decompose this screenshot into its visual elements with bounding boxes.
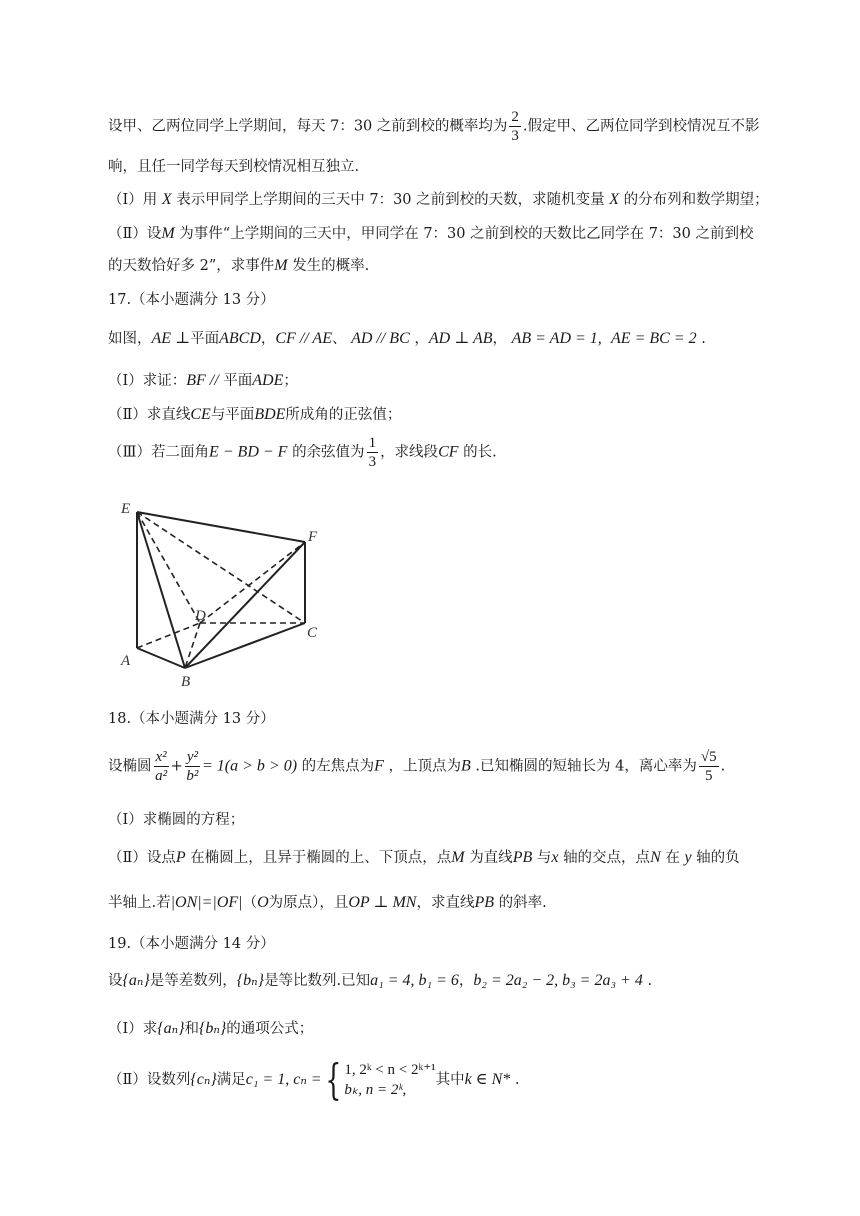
p18-line1 (108, 748, 725, 785)
math-X: X (161, 191, 172, 208)
math: {bₙ} (236, 972, 265, 989)
denominator: b² (186, 768, 199, 784)
text: ， (492, 331, 507, 347)
p18-part-i: （Ⅰ）求椭圆的方程； (108, 812, 245, 828)
text: 的长. (463, 444, 497, 461)
text: 为原点），且 (268, 895, 349, 911)
text: .假定甲、乙两位同学到校情况互不影 (522, 118, 760, 135)
text: （Ⅱ）设 (108, 226, 162, 242)
math: AB = AD = 1, (511, 330, 602, 347)
p16-part-ii-line1 (108, 224, 754, 244)
text: ； (283, 373, 298, 389)
text: 设椭圆 (108, 758, 152, 775)
p17-conditions (108, 329, 706, 349)
math: k ∈ N* (464, 1071, 511, 1088)
text: 发生的概率. (292, 258, 370, 274)
p18-heading: 18.（本小题满分 13 分） (108, 711, 275, 727)
math-F: F (374, 757, 384, 775)
fraction-root5-over-5 (699, 748, 719, 785)
p17-part-i (108, 371, 298, 391)
math: b₂ = 2a₂ − 2, b₃ = 2a₃ + 4 (473, 972, 643, 989)
math: {aₙ} (157, 1020, 185, 1037)
p16-part-ii-line2 (108, 256, 369, 276)
denominator: a² (155, 768, 168, 784)
text: ， (414, 331, 429, 347)
piecewise-cases (344, 1060, 435, 1100)
text: .已知椭圆的短轴长为 4，离心率为 (475, 758, 697, 775)
text: （Ⅰ）用 (108, 192, 158, 208)
math: a₁ = 4, b₁ = 6 (370, 972, 459, 989)
text: ， (458, 973, 474, 989)
p17-heading: 17.（本小题满分 13 分） (108, 292, 275, 308)
text: 和 (184, 1021, 200, 1037)
case-2: bₖ, n = 2ᵏ, (344, 1082, 407, 1098)
label-E: E (121, 501, 131, 517)
math-M: M (161, 225, 175, 242)
numerator: y² (186, 749, 198, 765)
text: 的天数恰好多 2”，求事件 (108, 258, 275, 274)
text: 与平面 (210, 407, 255, 423)
math: AE = BC = 2 (611, 330, 697, 347)
math: AE ⊥ (151, 330, 191, 347)
text: 所成角的正弦值； (285, 407, 402, 423)
text: 如图， (108, 331, 152, 347)
text: 为直线 (469, 850, 513, 866)
p19-heading: 19.（本小题满分 14 分） (108, 936, 275, 952)
math-N: N (650, 849, 661, 866)
text: . (647, 973, 653, 989)
math: CF (438, 443, 459, 461)
math: {aₙ} (122, 972, 150, 989)
text: （Ⅱ）设数列 (108, 1072, 191, 1088)
math: {cₙ} (190, 1071, 217, 1088)
p17-part-ii (108, 405, 401, 425)
text: 、 (331, 331, 347, 347)
text: （Ⅲ）若二面角 (108, 444, 209, 461)
text: ，上顶点为 (388, 758, 462, 775)
math-P: P (175, 849, 186, 866)
text: . (720, 758, 726, 775)
numerator: 1 (368, 435, 377, 451)
text: 平面 (190, 331, 220, 347)
label-C: C (307, 625, 318, 641)
math-M: M (274, 257, 288, 274)
case-1: 1, 2ᵏ < n < 2ᵏ⁺¹ (344, 1062, 436, 1078)
text: 平面 (223, 373, 253, 389)
label-B: B (181, 674, 191, 690)
label-A: A (121, 653, 131, 669)
text: 的余弦值为 (292, 444, 365, 461)
math: AD ⊥ AB (428, 330, 493, 347)
denominator: 3 (368, 454, 377, 470)
p18-part-ii-line1 (108, 848, 740, 868)
text: 其中 (435, 1072, 465, 1088)
math-y: y (684, 849, 692, 866)
text: 设甲、乙两位同学上学期间，每天 7：30 之前到校的概率均为 (108, 118, 508, 135)
math-PB: PB (512, 849, 533, 866)
p16-part-i (108, 190, 769, 210)
label-F: F (308, 529, 318, 545)
solid-edges (137, 512, 305, 668)
text: 轴的负 (696, 850, 740, 866)
math: BDE (254, 406, 286, 423)
fraction-y2-b2 (185, 748, 200, 785)
text: 与 (536, 850, 552, 866)
numerator: 2 (511, 109, 519, 125)
text: 是等比数列.已知 (264, 973, 371, 989)
label-D: D (195, 608, 206, 624)
math-B: B (461, 757, 471, 775)
text: 满足 (216, 1072, 246, 1088)
text: ， (260, 331, 276, 347)
math: E − BD − F (208, 443, 288, 461)
math: c₁ = 1, cₙ = (245, 1071, 322, 1088)
math-O: O (257, 894, 269, 911)
numerator: √5 (700, 749, 717, 765)
left-brace: { (324, 1055, 341, 1104)
math: BF // (186, 372, 219, 389)
text: 设 (108, 973, 123, 989)
math-M: M (451, 849, 465, 866)
geometry-figure (115, 495, 330, 690)
math: AD // BC (351, 330, 410, 347)
math-x: x (551, 849, 559, 866)
p17-part-iii (108, 434, 497, 471)
math: = 1(a > b > 0) (201, 757, 298, 775)
text: 的斜率. (498, 895, 547, 911)
p19-line1 (108, 971, 652, 991)
p16-line1 (108, 108, 760, 145)
math: ADE (252, 372, 284, 389)
text: ，求直线 (416, 895, 475, 911)
text: （Ⅰ）求 (108, 1021, 158, 1037)
math: |ON|=|OF| (170, 894, 243, 911)
text: （ (242, 895, 258, 911)
plus-sign: + (170, 758, 183, 775)
text: （Ⅱ）求直线 (108, 407, 191, 423)
math: {bₙ} (199, 1020, 227, 1037)
text: 在椭圆上，且异于椭圆的上、下顶点，点 (190, 850, 452, 866)
text: . (514, 1072, 520, 1088)
math: CF // AE (275, 330, 332, 347)
p19-part-i (108, 1019, 313, 1039)
text: 半轴上.若 (108, 895, 171, 911)
polyhedron-diagram (115, 495, 330, 690)
text: 在 (665, 850, 680, 866)
p16-line2: 响，且任一同学每天到校情况相互独立. (108, 159, 360, 175)
math-X: X (609, 191, 620, 208)
fraction-two-thirds (509, 108, 521, 145)
text: 的通项公式； (226, 1021, 314, 1037)
p19-part-ii (108, 1055, 520, 1104)
math: OP ⊥ MN (348, 894, 417, 911)
fraction-x2-a2 (154, 748, 169, 785)
text: 的左焦点为 (301, 758, 375, 775)
text: . (701, 331, 706, 347)
p18-part-ii-line2 (108, 893, 547, 913)
text: 的分布列和数学期望； (623, 192, 769, 208)
fraction-one-third (367, 434, 379, 471)
denominator: 5 (704, 768, 713, 784)
text: （Ⅱ）设点 (108, 850, 176, 866)
text: 为事件“上学期间的三天中，甲同学在 7：30 之前到校的天数比乙同学在 7：30 之前到校 (179, 226, 754, 242)
hidden-edges (137, 512, 305, 668)
math-PB: PB (474, 894, 495, 911)
text: 轴的交点，点 (563, 850, 651, 866)
math: ABCD (219, 330, 261, 347)
text: 是等差数列， (149, 973, 237, 989)
math: CE (190, 406, 211, 423)
denominator: 3 (511, 128, 519, 144)
text: ，求线段 (380, 444, 439, 461)
numerator: x² (155, 749, 167, 765)
text: （Ⅰ）求证： (108, 373, 187, 389)
text: 表示甲同学上学期间的三天中 7：30 之前到校的天数，求随机变量 (176, 192, 605, 208)
